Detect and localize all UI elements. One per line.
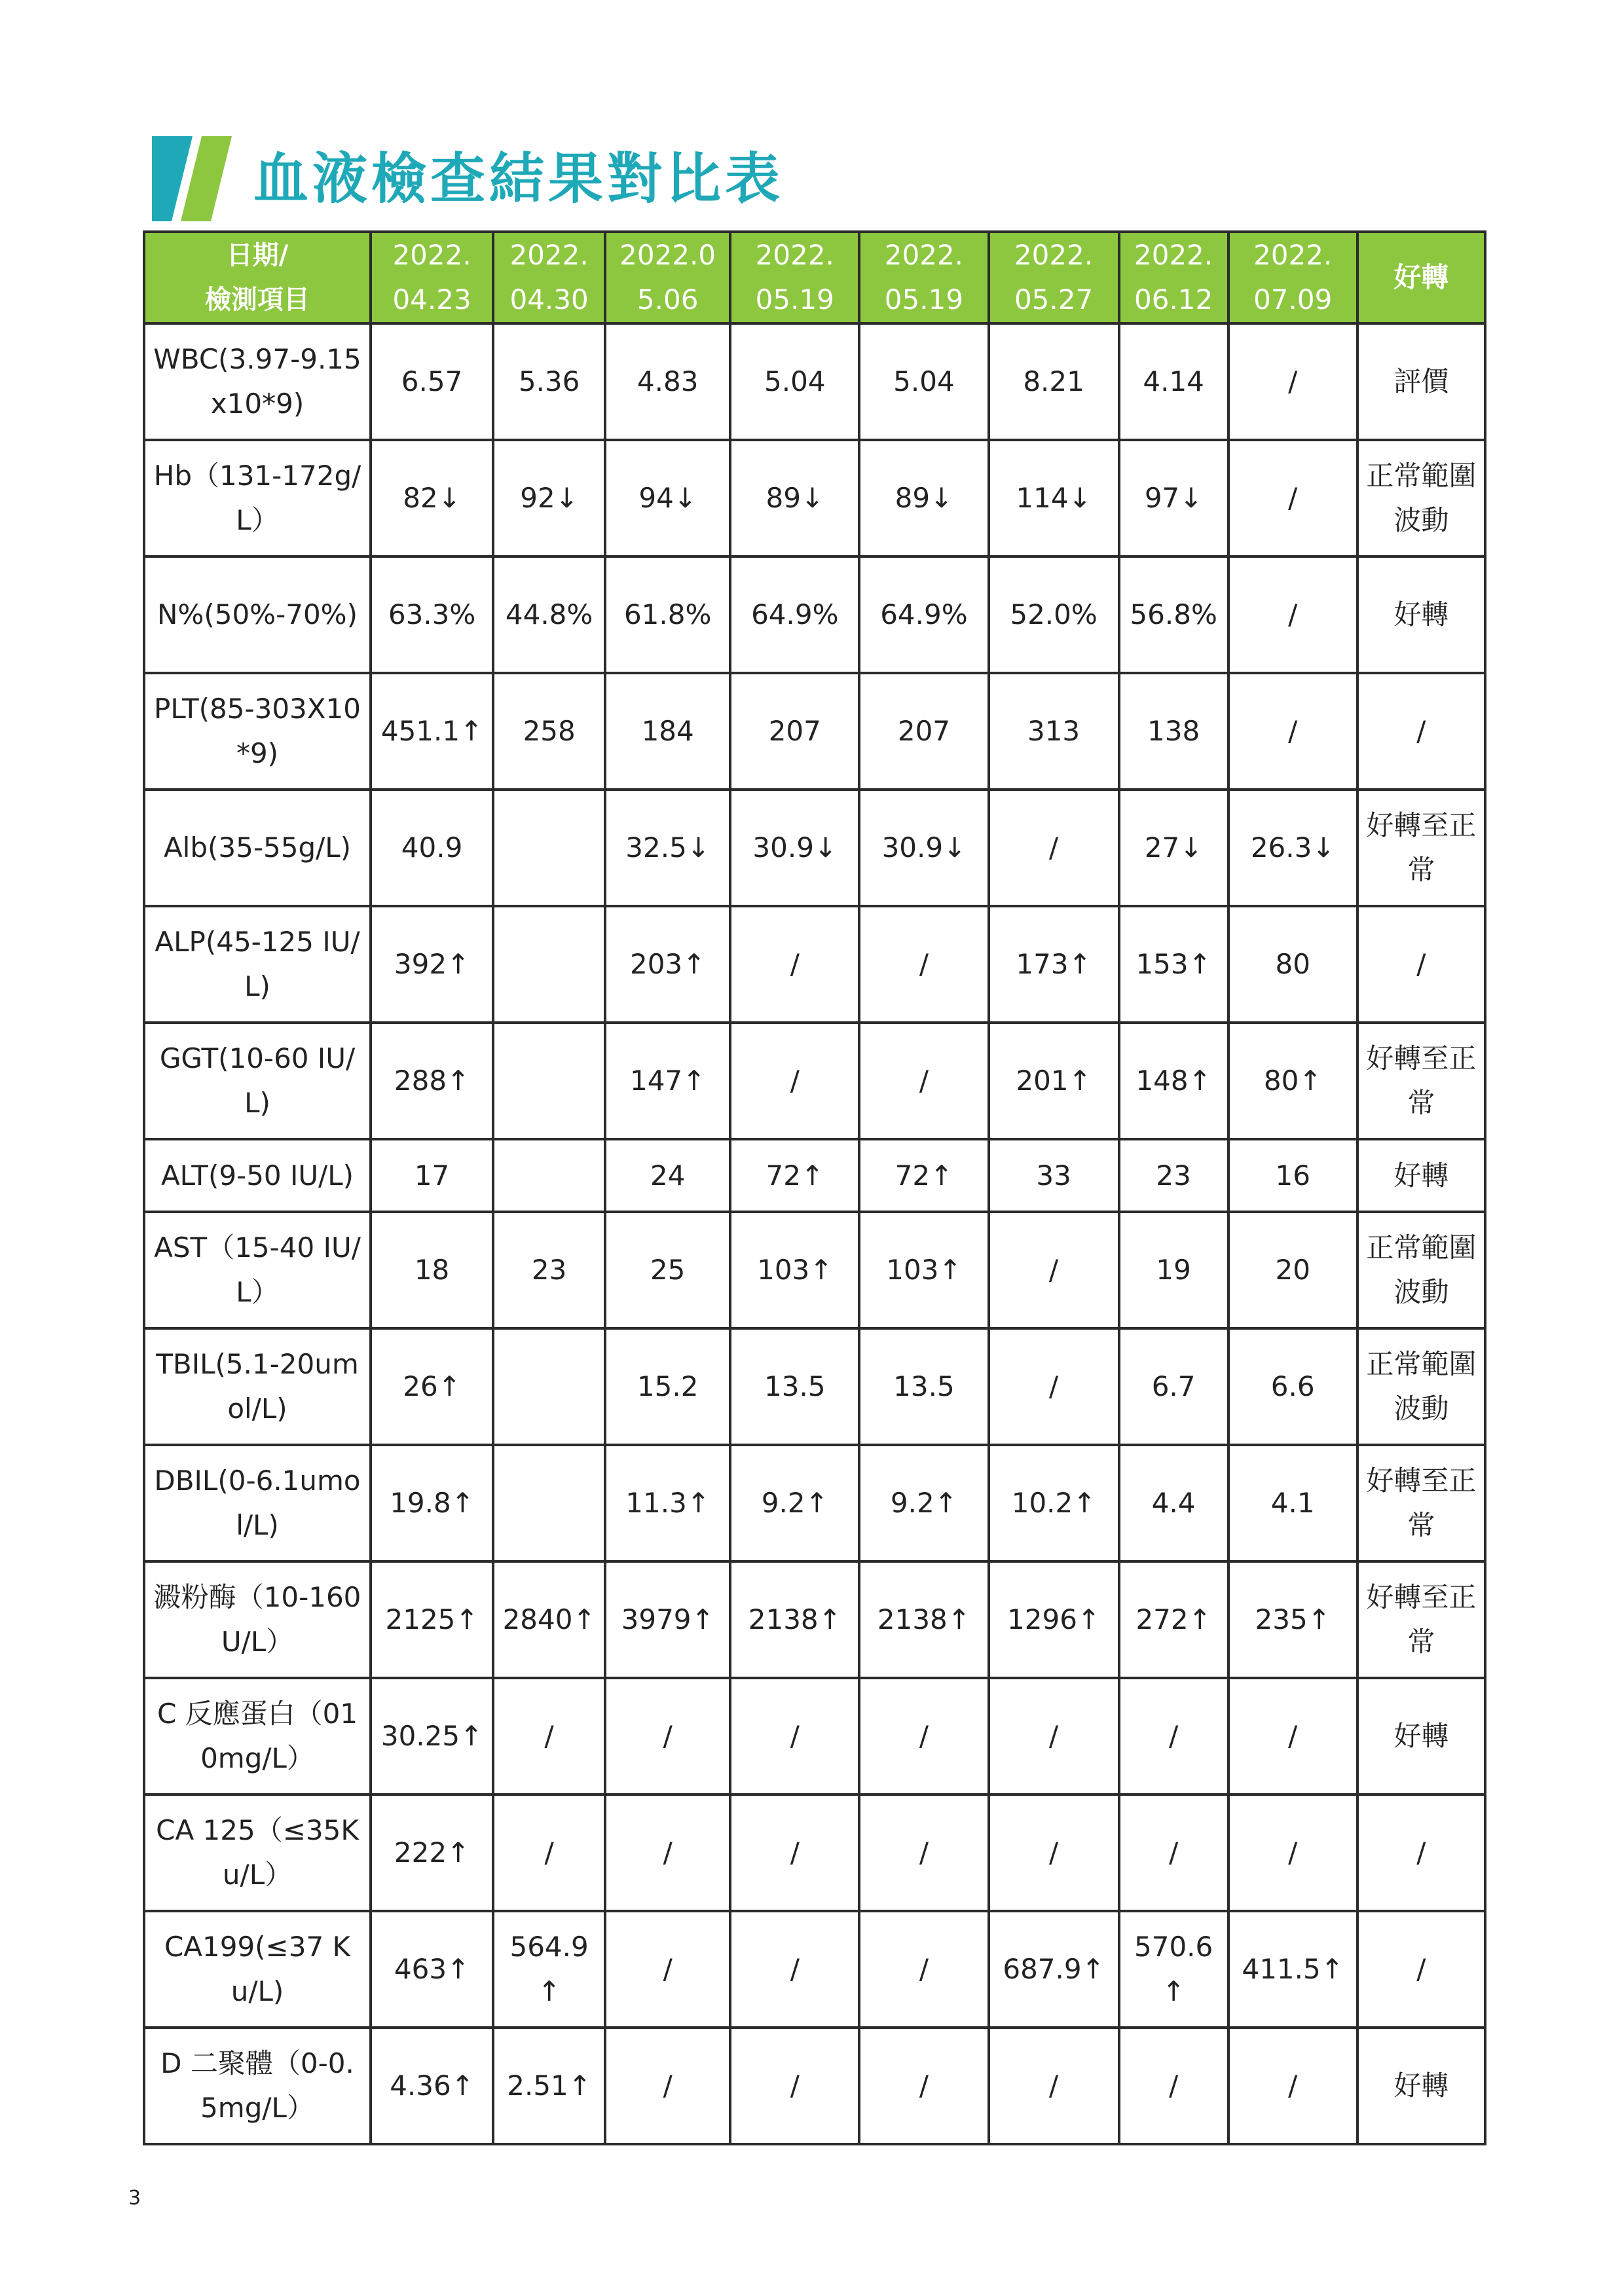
table-row	[144, 2028, 1485, 2144]
trend-evaluation: 好轉至正常	[1357, 1561, 1485, 1678]
test-item-name: Hb（131-172g/L）	[144, 440, 371, 556]
table-row	[144, 790, 1485, 906]
test-value-cell: /	[859, 906, 988, 1023]
table-row	[144, 1911, 1485, 2028]
test-value-cell: 184	[605, 673, 730, 790]
test-value-cell: /	[989, 790, 1119, 906]
test-value-cell: 63.3%	[371, 556, 493, 673]
test-item-name: DBIL(0-6.1umol/L)	[144, 1445, 371, 1561]
test-value-cell: 9.2↑	[730, 1445, 859, 1561]
trend-evaluation: /	[1357, 1911, 1485, 2028]
test-value-cell: 8.21	[989, 323, 1119, 440]
test-value-cell: 2138↑	[730, 1561, 859, 1678]
table-row	[144, 1678, 1485, 1795]
test-value-cell: /	[859, 1678, 988, 1795]
table-row	[144, 906, 1485, 1023]
test-item-name: CA199(≤37 Ku/L)	[144, 1911, 371, 2028]
test-value-cell: 82↓	[371, 440, 493, 556]
test-value-cell: /	[605, 1911, 730, 2028]
test-value-cell: 64.9%	[730, 556, 859, 673]
test-value-cell: 288↑	[371, 1023, 493, 1139]
test-value-cell: 2138↑	[859, 1561, 988, 1678]
test-value-cell: 272↑	[1119, 1561, 1228, 1678]
test-value-cell: 313	[989, 673, 1119, 790]
trend-evaluation: /	[1357, 1795, 1485, 1911]
test-value-cell: 19.8↑	[371, 1445, 493, 1561]
test-value-cell: /	[1119, 1678, 1228, 1795]
test-value-cell: 3979↑	[605, 1561, 730, 1678]
table-row	[144, 673, 1485, 790]
test-value-cell: 94↓	[605, 440, 730, 556]
test-item-name: PLT(85-303X10*9)	[144, 673, 371, 790]
test-item-name: AST（15-40 IU/L）	[144, 1212, 371, 1328]
test-value-cell: 2.51↑	[493, 2028, 605, 2144]
test-value-cell: 4.36↑	[371, 2028, 493, 2144]
test-value-cell: /	[989, 1328, 1119, 1445]
test-value-cell: 16	[1228, 1139, 1357, 1212]
test-value-cell: 92↓	[493, 440, 605, 556]
test-value-cell: 56.8%	[1119, 556, 1228, 673]
test-value-cell: 570.6↑	[1119, 1911, 1228, 2028]
test-value-cell: 30.9↓	[730, 790, 859, 906]
test-value-cell: /	[1228, 323, 1357, 440]
table-row	[144, 556, 1485, 673]
header-date: 2022. 05.27	[989, 232, 1119, 323]
test-value-cell: 40.9	[371, 790, 493, 906]
test-value-cell: 89↓	[859, 440, 988, 556]
test-value-cell: /	[989, 1678, 1119, 1795]
test-value-cell: 6.7	[1119, 1328, 1228, 1445]
title-logo-icon	[152, 136, 237, 221]
trend-evaluation: 好轉至正常	[1357, 790, 1485, 906]
trend-evaluation: 正常範圍波動	[1357, 440, 1485, 556]
title-block	[152, 131, 1134, 229]
test-value-cell: /	[859, 1795, 988, 1911]
test-value-cell: 80↑	[1228, 1023, 1357, 1139]
test-value-cell: 80	[1228, 906, 1357, 1023]
test-item-name: C 反應蛋白（010mg/L）	[144, 1678, 371, 1795]
test-value-cell: /	[730, 1911, 859, 2028]
trend-evaluation: 好轉	[1357, 556, 1485, 673]
test-value-cell	[493, 1023, 605, 1139]
trend-evaluation: 好轉至正常	[1357, 1445, 1485, 1561]
test-item-name: ALT(9-50 IU/L)	[144, 1139, 371, 1212]
test-value-cell: 6.6	[1228, 1328, 1357, 1445]
test-value-cell: 72↑	[859, 1139, 988, 1212]
test-value-cell: 235↑	[1228, 1561, 1357, 1678]
test-value-cell: 4.14	[1119, 323, 1228, 440]
header-trend: 好轉	[1357, 232, 1485, 323]
test-value-cell: /	[989, 1212, 1119, 1328]
header-date: 2022. 06.12	[1119, 232, 1228, 323]
test-value-cell: 13.5	[730, 1328, 859, 1445]
test-item-name: CA 125（≤35Ku/L）	[144, 1795, 371, 1911]
test-item-name: ALP(45-125 IU/L)	[144, 906, 371, 1023]
test-value-cell: /	[1119, 2028, 1228, 2144]
test-value-cell: 6.57	[371, 323, 493, 440]
table-row	[144, 1795, 1485, 1911]
table-row	[144, 1328, 1485, 1445]
test-value-cell: 97↓	[1119, 440, 1228, 556]
test-value-cell: 11.3↑	[605, 1445, 730, 1561]
test-value-cell: 19	[1119, 1212, 1228, 1328]
test-value-cell: 26.3↓	[1228, 790, 1357, 906]
test-value-cell: 451.1↑	[371, 673, 493, 790]
test-value-cell: 15.2	[605, 1328, 730, 1445]
test-value-cell: 32.5↓	[605, 790, 730, 906]
test-value-cell: 258	[493, 673, 605, 790]
test-value-cell: /	[1228, 1795, 1357, 1911]
test-value-cell: /	[493, 1795, 605, 1911]
test-value-cell: /	[1119, 1795, 1228, 1911]
test-value-cell: 23	[1119, 1139, 1228, 1212]
test-value-cell	[493, 1328, 605, 1445]
test-value-cell: 44.8%	[493, 556, 605, 673]
test-item-name: N%(50%-70%)	[144, 556, 371, 673]
test-value-cell: 103↑	[859, 1212, 988, 1328]
test-value-cell: 61.8%	[605, 556, 730, 673]
header-date: 2022. 04.30	[493, 232, 605, 323]
test-value-cell: 52.0%	[989, 556, 1119, 673]
header-item: 日期/ 檢測項目	[144, 232, 371, 323]
test-value-cell: 201↑	[989, 1023, 1119, 1139]
test-value-cell: 103↑	[730, 1212, 859, 1328]
test-value-cell: 30.9↓	[859, 790, 988, 906]
test-value-cell: /	[605, 1795, 730, 1911]
test-value-cell: /	[1228, 556, 1357, 673]
test-value-cell: 26↑	[371, 1328, 493, 1445]
test-value-cell: 18	[371, 1212, 493, 1328]
test-value-cell: /	[605, 1678, 730, 1795]
test-value-cell: /	[493, 1678, 605, 1795]
test-value-cell: 5.04	[730, 323, 859, 440]
table-body	[144, 323, 1485, 2144]
header-date: 2022. 05.19	[859, 232, 988, 323]
test-value-cell: 30.25↑	[371, 1678, 493, 1795]
test-value-cell: 33	[989, 1139, 1119, 1212]
table-row	[144, 1561, 1485, 1678]
test-value-cell: 148↑	[1119, 1023, 1228, 1139]
test-value-cell: 138	[1119, 673, 1228, 790]
header-date: 2022. 04.23	[371, 232, 493, 323]
test-item-name: GGT(10-60 IU/L)	[144, 1023, 371, 1139]
test-value-cell	[493, 906, 605, 1023]
test-item-name: TBIL(5.1-20umol/L)	[144, 1328, 371, 1445]
trend-evaluation: 好轉	[1357, 1139, 1485, 1212]
page-title: 血液檢查結果對比表	[253, 147, 784, 211]
trend-evaluation: 正常範圍波動	[1357, 1328, 1485, 1445]
test-value-cell: 27↓	[1119, 790, 1228, 906]
trend-evaluation: 好轉至正常	[1357, 1023, 1485, 1139]
test-value-cell: /	[989, 2028, 1119, 2144]
table-row	[144, 323, 1485, 440]
test-value-cell: 24	[605, 1139, 730, 1212]
test-value-cell: /	[730, 906, 859, 1023]
table-row	[144, 440, 1485, 556]
test-value-cell: /	[730, 1795, 859, 1911]
trend-evaluation: /	[1357, 906, 1485, 1023]
page-number: 3	[128, 2187, 141, 2210]
test-value-cell: 153↑	[1119, 906, 1228, 1023]
test-value-cell: /	[859, 1911, 988, 2028]
test-value-cell: 2840↑	[493, 1561, 605, 1678]
header-date: 2022. 05.19	[730, 232, 859, 323]
test-value-cell: 20	[1228, 1212, 1357, 1328]
test-value-cell: 207	[859, 673, 988, 790]
test-value-cell	[493, 1445, 605, 1561]
test-value-cell: 72↑	[730, 1139, 859, 1212]
test-value-cell: /	[730, 2028, 859, 2144]
test-value-cell: /	[1228, 1678, 1357, 1795]
test-item-name: D 二聚體（0-0.5mg/L）	[144, 2028, 371, 2144]
test-value-cell: 222↑	[371, 1795, 493, 1911]
table-header-row	[144, 232, 1485, 323]
test-value-cell: /	[1228, 2028, 1357, 2144]
trend-evaluation: 正常範圍波動	[1357, 1212, 1485, 1328]
test-value-cell: 25	[605, 1212, 730, 1328]
test-value-cell: 147↑	[605, 1023, 730, 1139]
test-value-cell: /	[605, 2028, 730, 2144]
test-value-cell: 207	[730, 673, 859, 790]
test-item-name: 澱粉酶（10-160U/L）	[144, 1561, 371, 1678]
test-value-cell: 9.2↑	[859, 1445, 988, 1561]
test-value-cell: 17	[371, 1139, 493, 1212]
test-value-cell: 4.1	[1228, 1445, 1357, 1561]
test-value-cell: 411.5↑	[1228, 1911, 1357, 2028]
table-row	[144, 1023, 1485, 1139]
test-value-cell: 114↓	[989, 440, 1119, 556]
test-value-cell: 10.2↑	[989, 1445, 1119, 1561]
test-value-cell: 5.36	[493, 323, 605, 440]
test-value-cell: /	[859, 1023, 988, 1139]
test-value-cell: 463↑	[371, 1911, 493, 2028]
blood-test-table	[143, 230, 1486, 2145]
test-value-cell: /	[1228, 440, 1357, 556]
test-value-cell: 564.9↑	[493, 1911, 605, 2028]
test-value-cell: /	[730, 1023, 859, 1139]
test-value-cell: 64.9%	[859, 556, 988, 673]
test-item-name: Alb(35-55g/L)	[144, 790, 371, 906]
trend-evaluation: 好轉	[1357, 1678, 1485, 1795]
trend-evaluation: 好轉	[1357, 2028, 1485, 2144]
test-value-cell: 4.83	[605, 323, 730, 440]
test-value-cell: 13.5	[859, 1328, 988, 1445]
test-value-cell: 203↑	[605, 906, 730, 1023]
test-value-cell: 23	[493, 1212, 605, 1328]
table-row	[144, 1212, 1485, 1328]
test-value-cell	[493, 790, 605, 906]
test-value-cell: /	[859, 2028, 988, 2144]
test-item-name: WBC(3.97-9.15x10*9)	[144, 323, 371, 440]
header-date: 2022. 07.09	[1228, 232, 1357, 323]
test-value-cell: 89↓	[730, 440, 859, 556]
test-value-cell: 392↑	[371, 906, 493, 1023]
test-value-cell: /	[1228, 673, 1357, 790]
test-value-cell: 173↑	[989, 906, 1119, 1023]
table-row	[144, 1445, 1485, 1561]
test-value-cell	[493, 1139, 605, 1212]
trend-evaluation: /	[1357, 673, 1485, 790]
table-row	[144, 1139, 1485, 1212]
test-value-cell: 5.04	[859, 323, 988, 440]
test-value-cell: 687.9↑	[989, 1911, 1119, 2028]
test-value-cell: 1296↑	[989, 1561, 1119, 1678]
header-date: 2022.0 5.06	[605, 232, 730, 323]
test-value-cell: /	[730, 1678, 859, 1795]
trend-evaluation: 評價	[1357, 323, 1485, 440]
test-value-cell: 4.4	[1119, 1445, 1228, 1561]
test-value-cell: /	[989, 1795, 1119, 1911]
test-value-cell: 2125↑	[371, 1561, 493, 1678]
